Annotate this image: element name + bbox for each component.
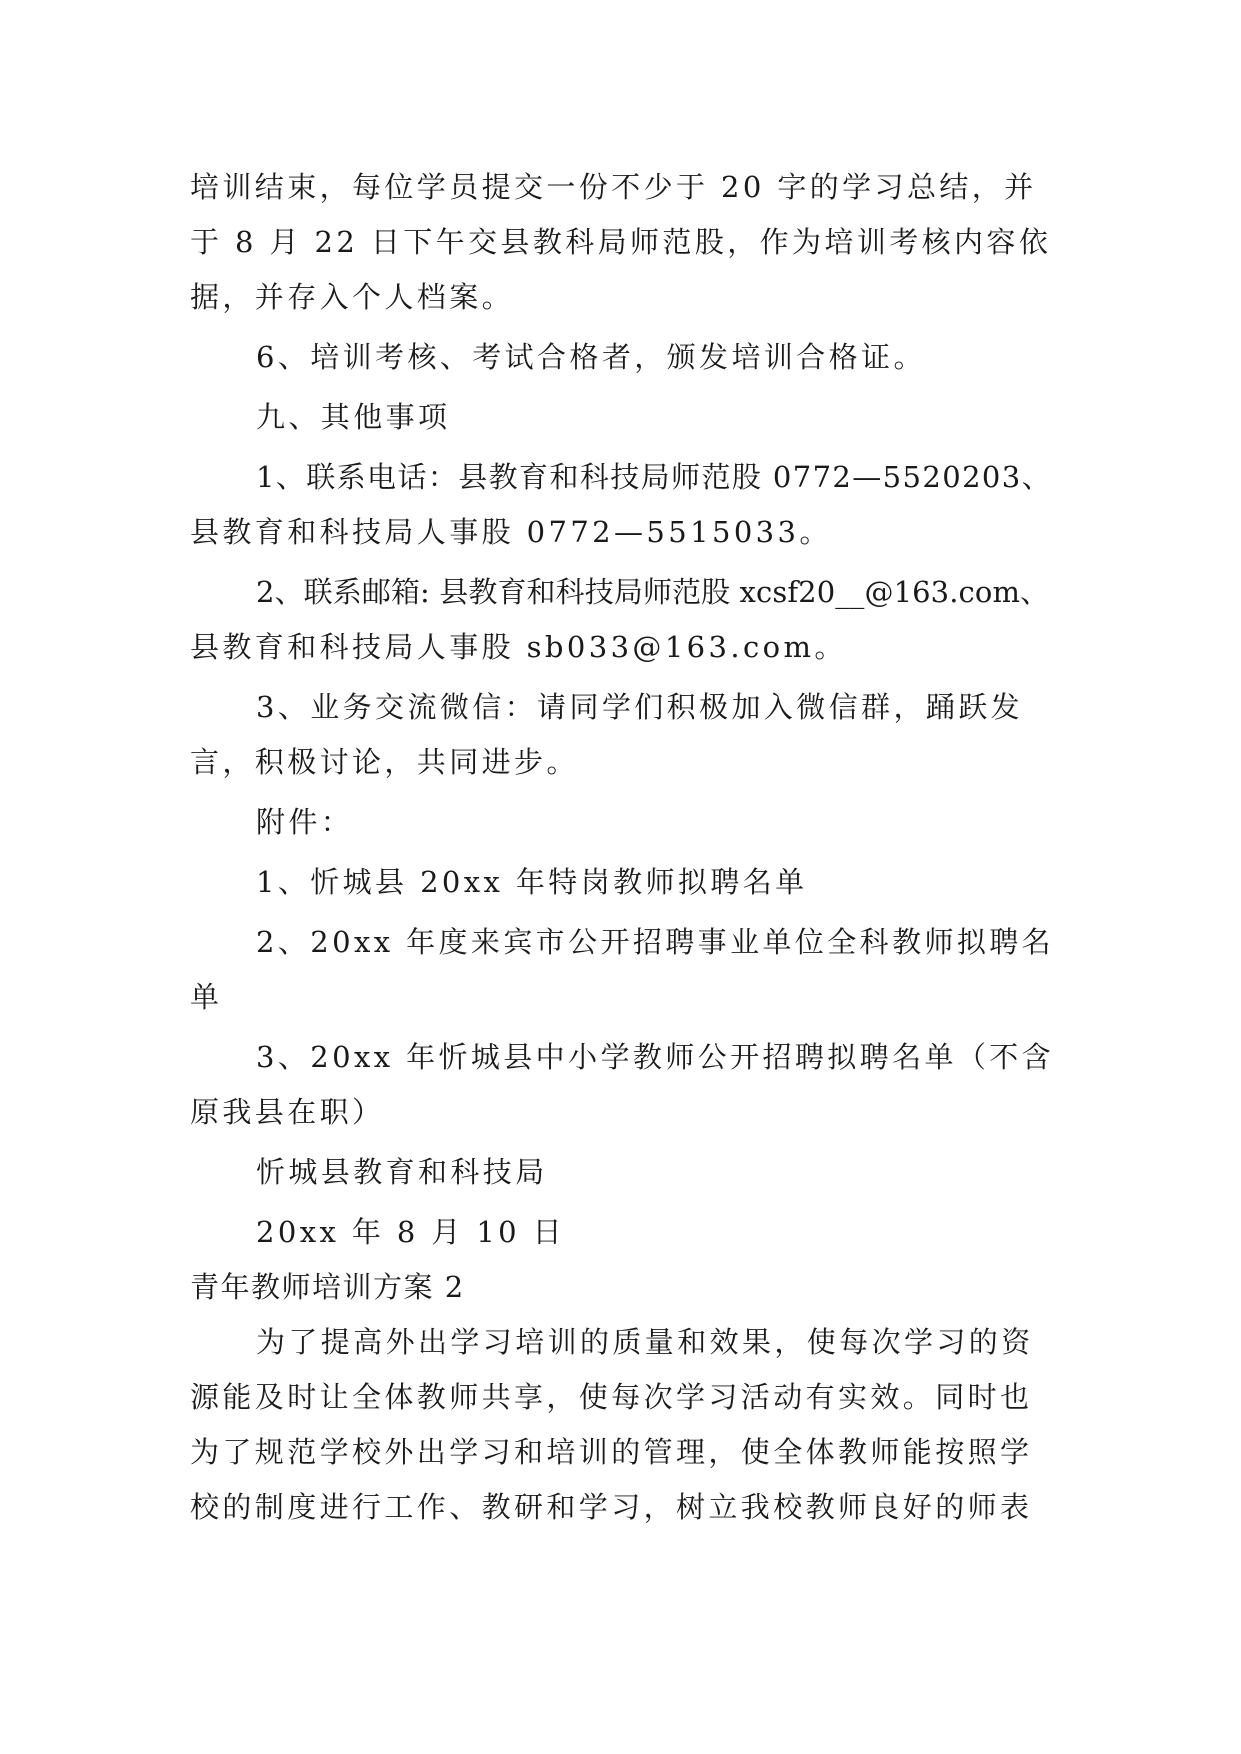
attachment-item: 3、20xx 年忻城县中小学教师公开招聘拟聘名单（不含: [256, 1040, 1055, 1074]
section-title: 青年教师培训方案 2: [190, 1270, 465, 1304]
paragraph-line: 县教育和科技局人事股 sb033@163.com。: [190, 630, 847, 664]
paragraph-line: 3、业务交流微信：请同学们积极加入微信群，踊跃发: [256, 690, 1024, 724]
paragraph-line: 培训结束，每位学员提交一份不少于 20 字的学习总结，并: [190, 170, 1037, 204]
paragraph-line: 为了规范学校外出学习和培训的管理，使全体教师能按照学: [190, 1435, 1033, 1469]
attachment-item: 1、忻城县 20xx 年特岗教师拟聘名单: [256, 865, 808, 899]
attachment-item: 原我县在职）: [190, 1095, 385, 1129]
paragraph-line: 1、联系电话：县教育和科技局师范股 0772—5520203、: [256, 460, 1053, 494]
paragraph-line: 6、培训考核、考试合格者，颁发培训合格证。: [256, 340, 926, 374]
paragraph-line: 校的制度进行工作、教研和学习，树立我校教师良好的师表: [190, 1490, 1033, 1524]
signature-organization: 忻城县教育和科技局: [256, 1155, 548, 1189]
attachment-heading: 附件：: [256, 805, 354, 839]
paragraph-line: 于 8 月 22 日下午交县教科局师范股，作为培训考核内容依: [190, 225, 1052, 259]
paragraph-line: 源能及时让全体教师共享，使每次学习活动有实效。同时也: [190, 1380, 1033, 1414]
paragraph-line: 为了提高外出学习培训的质量和效果，使每次学习的资: [256, 1325, 1034, 1359]
attachment-item: 2、20xx 年度来宾市公开招聘事业单位全科教师拟聘名: [256, 925, 1055, 959]
section-heading: 九、其他事项: [256, 400, 451, 434]
paragraph-line: 据，并存入个人档案。: [190, 280, 515, 314]
paragraph-line: 县教育和科技局人事股 0772—5515033。: [190, 515, 832, 549]
attachment-item: 单: [190, 980, 223, 1014]
paragraph-line: 言，积极讨论，共同进步。: [190, 745, 579, 779]
paragraph-line: 2、联系邮箱: 县教育和科技局师范股 xcsf20__@163.com、: [256, 575, 1050, 609]
signature-date: 20xx 年 8 月 10 日: [256, 1215, 566, 1249]
